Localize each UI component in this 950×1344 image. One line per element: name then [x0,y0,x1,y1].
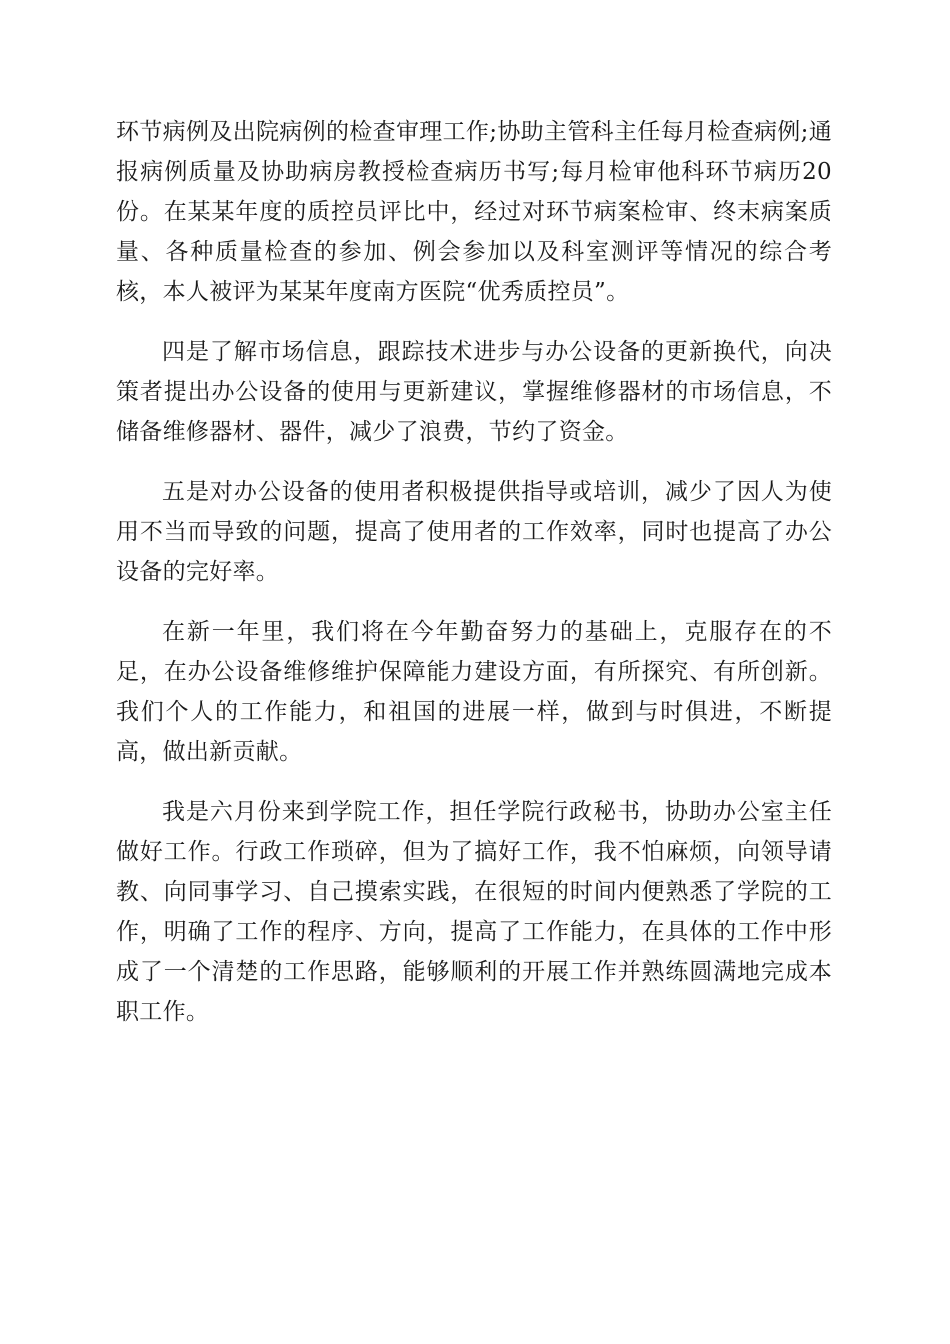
document-body [116,112,832,1052]
paragraph-4: 在新一年里，我们将在今年勤奋努力的基础上，克服存在的不足，在办公设备维修维护保障能力建设方面，有所探究、有所创新。我们个人的工作能力，和祖国的进展一样，做到与时俱进，不断提高，做出新贡献。 [116,619,832,765]
paragraph-2: 四是了解市场信息，跟踪技术进步与办公设备的更新换代，向决策者提出办公设备的使用与更新建议，掌握维修器材的市场信息，不储备维修器材、器件，减少了浪费，节约了资金。 [116,339,832,445]
paragraph-5: 我是六月份来到学院工作，担任学院行政秘书，协助办公室主任做好工作。行政工作琐碎，但为了搞好工作，我不怕麻烦，向领导请教、向同事学习、自己摸索实践，在很短的时间内便熟悉了学院的工作，明确了工作的程序、方向，提高了工作能力，在具体的工作中形成了一个清楚的工作思路，能够顺利的开展工作并熟练圆满地完成本职工作。 [116,799,832,1025]
paragraph-1: 环节病例及出院病例的检查审理工作;协助主管科主任每月检查病例;通报病例质量及协助病房教授检查病历书写;每月检审他科环节病历20份。在某某年度的质控员评比中，经过对环节病案检审、终末病案质量、各种质量检查的参加、例会参加以及科室测评等情况的综合考核，本人被评为某某年度南方医院“优秀质控员”。 [116,119,832,305]
paragraph-3: 五是对办公设备的使用者积极提供指导或培训，减少了因人为使用不当而导致的问题，提高了使用者的工作效率，同时也提高了办公设备的完好率。 [116,479,832,585]
